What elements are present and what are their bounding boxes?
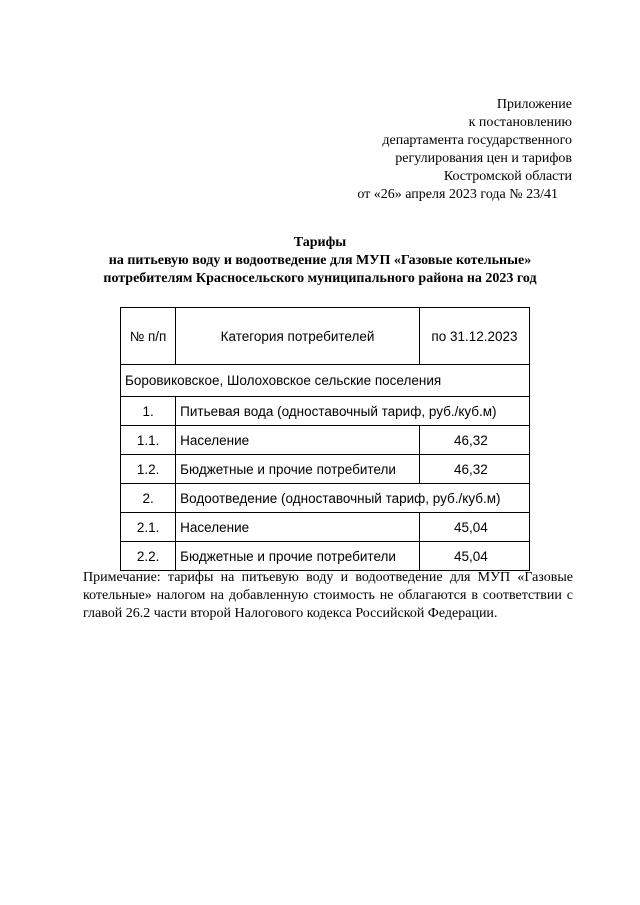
row-value: 45,04 [419,542,529,571]
row-value: 45,04 [419,513,529,542]
document-title [60,234,580,288]
table-row [121,484,530,513]
table-row [121,455,530,484]
row-num: 1.1. [121,426,176,455]
settlement-row [121,365,530,397]
row-category: Бюджетные и прочие потребители [176,542,420,571]
row-category: Население [176,426,420,455]
table-row [121,513,530,542]
row-num: 2.2. [121,542,176,571]
row-num: 1. [121,397,176,426]
header-period: по 31.12.2023 [419,308,529,365]
appendix-line: регулирования цен и тарифов [395,151,572,166]
settlement-cell: Боровиковское, Шолоховское сельские поселения [121,365,530,397]
tariff-table [120,307,530,571]
appendix-block [300,96,572,204]
title-heading: Тарифы [293,235,347,250]
header-category: Категория потребителей [176,308,420,365]
appendix-line: Костромской области [443,169,572,184]
row-category: Водоотведение (одноставочный тариф, руб./куб.м) [176,484,530,513]
row-category: Питьевая вода (одноставочный тариф, руб./куб.м) [176,397,530,426]
appendix-line-date: от «26» апреля 2023 года № 23/41 [357,187,558,202]
header-num: № п/п [121,308,176,365]
row-category: Население [176,513,420,542]
footnote: Примечание: тарифы на питьевую воду и водоотведение для МУП «Газовые котельные» налогом на добавленную стоимость не облагаются в соответствии с главой 26.2 части второй Налогового кодекса Российской Федерации. [83,570,573,621]
row-category: Бюджетные и прочие потребители [176,455,420,484]
table-row [121,397,530,426]
table-header-row [121,308,530,365]
appendix-line: департамента государственного [382,133,572,148]
row-value: 46,32 [419,455,529,484]
appendix-line: Приложение [496,97,572,112]
row-num: 1.2. [121,455,176,484]
title-line: на питьевую воду и водоотведение для МУП «Газовые котельные» [108,253,532,268]
row-num: 2. [121,484,176,513]
table-row [121,542,530,571]
row-num: 2.1. [121,513,176,542]
row-value: 46,32 [419,426,529,455]
appendix-line: к постановлению [468,115,572,130]
table-row [121,426,530,455]
title-line: потребителям Красносельского муниципального района на 2023 год [103,271,537,286]
